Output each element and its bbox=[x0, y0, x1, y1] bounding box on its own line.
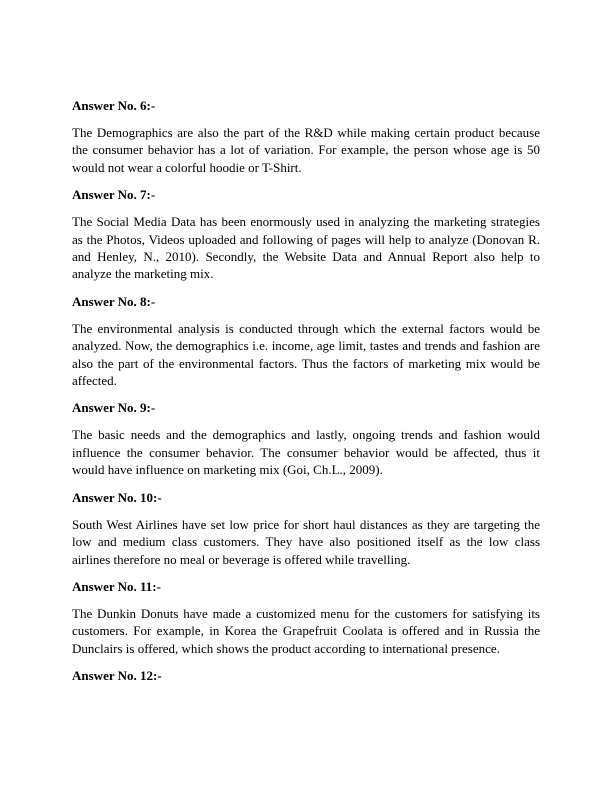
answer-8-heading: Answer No. 8:- bbox=[72, 293, 156, 309]
answer-11-heading: Answer No. 11:- bbox=[72, 578, 161, 594]
answer-10-text: South West Airlines have set low price for short haul distances as they are targeting the low and medium class customers. They have also positioned itself as the low class airlines therefore no meal or beverage is offered while travelling. bbox=[72, 516, 540, 567]
answer-6-heading: Answer No. 6:- bbox=[72, 98, 156, 113]
answer-11-text: The Dunkin Donuts have made a customized menu for the customers for satisfying its customers. For example, in Korea the Grapefruit Coolata is offered and in Russia the Dunclairs is offered, which shows the product according to international presence. bbox=[72, 605, 540, 656]
answer-7-heading: Answer No. 7:- bbox=[72, 187, 156, 203]
answer-9-heading: Answer No. 9:- bbox=[72, 400, 156, 416]
answer-6-text: The Demographics are also the part of the R&D while making certain product because the consumer behavior has a lot of variation. For example, the person whose age is 50 would not wear a colorful hoodie or T-Shirt. bbox=[72, 125, 540, 175]
answer-7-text: The Social Media Data has been enormously used in analyzing the marketing strategies as the Photos, Videos uploaded and following of pages will help to analyze (Donovan R. and Henley, N., 2010). Secondly, the Website Data and Annual Report also help to analyze the marketing mix. bbox=[72, 214, 540, 282]
answer-9-text: The basic needs and the demographics and lastly, ongoing trends and fashion would influence the consumer behavior. The consumer behavior would be affected, thus it would have influence on marketing mix (Goi, Ch.L., 2009). bbox=[72, 427, 540, 478]
answer-8-text: The environmental analysis is conducted through which the external factors would be analyzed. Now, the demographics i.e. income, age limit, tastes and trends and fashion are also the part of the environmental factors. Thus the factors of marketing mix would be affected. bbox=[72, 320, 540, 389]
answer-12-heading: Answer No. 12:- bbox=[72, 668, 162, 684]
document-page bbox=[72, 97, 540, 694]
answer-10-heading: Answer No. 10:- bbox=[72, 489, 162, 505]
